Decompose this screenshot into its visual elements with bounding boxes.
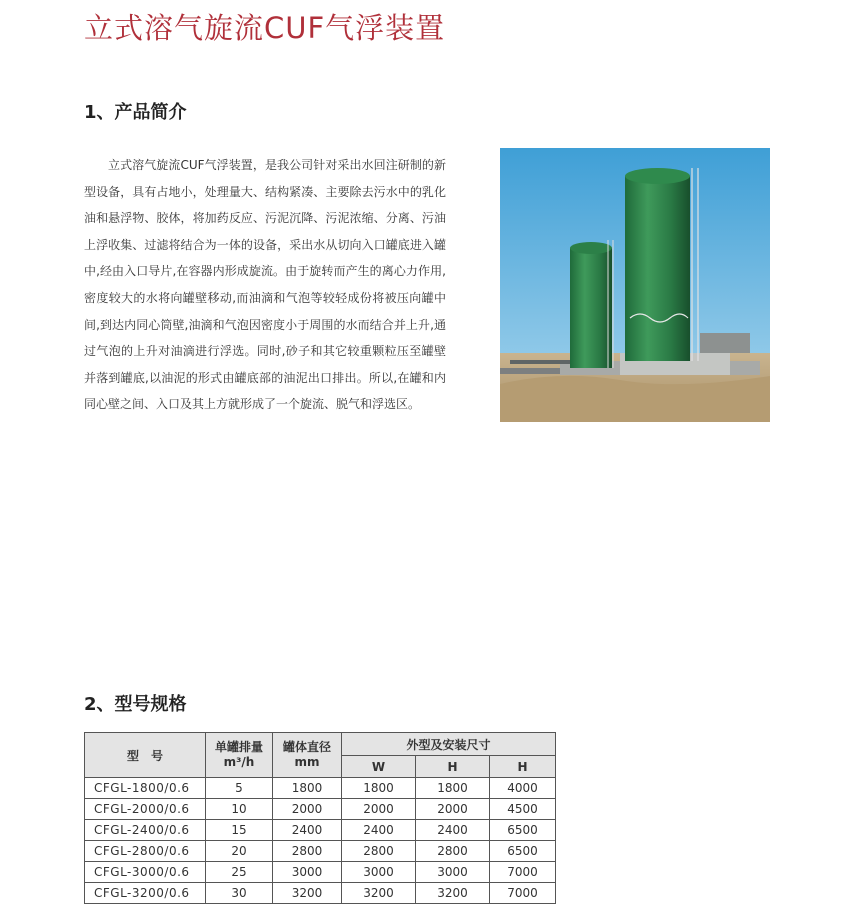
cell-w: 2400 (342, 820, 416, 841)
cell-w: 3000 (342, 862, 416, 883)
cell-h1: 2800 (416, 841, 490, 862)
table-row (85, 862, 556, 883)
header-capacity-label: 单罐排量 (214, 740, 263, 754)
large-tank (625, 168, 698, 361)
cell-h2: 4000 (490, 778, 556, 799)
cell-capacity: 5 (206, 778, 273, 799)
cell-h1: 2400 (416, 820, 490, 841)
header-w: W (342, 756, 416, 778)
cell-capacity: 15 (206, 820, 273, 841)
cell-diameter: 2000 (273, 799, 342, 820)
header-diameter-label: 罐体直径 (282, 740, 331, 754)
cell-h2: 7000 (490, 883, 556, 904)
cell-diameter: 3000 (273, 862, 342, 883)
table-row (85, 799, 556, 820)
specs-table (84, 732, 556, 904)
cell-h2: 4500 (490, 799, 556, 820)
cell-capacity: 10 (206, 799, 273, 820)
header-diameter (273, 733, 342, 778)
cell-h2: 6500 (490, 820, 556, 841)
cell-capacity: 25 (206, 862, 273, 883)
cell-w: 2000 (342, 799, 416, 820)
cell-model: CFGL-2800/0.6 (85, 841, 206, 862)
intro-paragraph: 立式溶气旋流CUF气浮装置，是我公司针对采出水回注研制的新型设备，具有占地小，处理量大、结构紧凑、主要除去污水中的乳化油和悬浮物、胶体，将加药反应、污泥沉降、污泥浓缩、分离、污油上浮收集、过滤将结合为一体的设备，采出水从切向入口罐底进入罐中,经由入口导片,在容器内形成旋流。由于旋转而产生的离心力作用,密度较大的水将向罐壁移动,而油滴和气泡等较轻成份将被压向罐中间,到达内同心筒壁,油滴和气泡因密度小于周围的水而结合并上升,通过气泡的上升对油滴进行浮选。同时,砂子和其它较重颗粒压至罐壁并落到罐底,以油泥的形式由罐底部的油泥出口排出。所以,在罐和内同心壁之间、入口及其上方就形成了一个旋流、脱气和浮选区。 (84, 158, 446, 412)
cell-model: CFGL-2000/0.6 (85, 799, 206, 820)
header-dimensions: 外型及安装尺寸 (342, 733, 556, 756)
cell-capacity: 30 (206, 883, 273, 904)
table-row (85, 841, 556, 862)
header-h1: H (416, 756, 490, 778)
section-heading-intro: 1、产品简介 (84, 102, 187, 123)
cell-model: CFGL-1800/0.6 (85, 778, 206, 799)
cell-model: CFGL-2400/0.6 (85, 820, 206, 841)
cell-diameter: 2400 (273, 820, 342, 841)
header-model: 型 号 (85, 733, 206, 778)
small-tank (570, 240, 613, 368)
table-row (85, 778, 556, 799)
cell-h1: 3200 (416, 883, 490, 904)
cell-w: 3200 (342, 883, 416, 904)
cell-diameter: 3200 (273, 883, 342, 904)
page-title: 立式溶气旋流CUF气浮装置 (84, 11, 446, 45)
header-capacity-unit: m³/h (223, 755, 255, 769)
equipment-photo (500, 148, 770, 422)
cell-diameter: 1800 (273, 778, 342, 799)
cell-capacity: 20 (206, 841, 273, 862)
table-row (85, 820, 556, 841)
header-capacity (206, 733, 273, 778)
cell-h2: 6500 (490, 841, 556, 862)
cell-model: CFGL-3200/0.6 (85, 883, 206, 904)
cell-h1: 3000 (416, 862, 490, 883)
cell-h1: 2000 (416, 799, 490, 820)
cell-w: 2800 (342, 841, 416, 862)
header-diameter-unit: mm (294, 755, 320, 769)
equipment-photo-drawing (500, 148, 770, 422)
section-heading-specs: 2、型号规格 (84, 694, 187, 715)
cell-h1: 1800 (416, 778, 490, 799)
header-h2: H (490, 756, 556, 778)
cell-w: 1800 (342, 778, 416, 799)
cell-diameter: 2800 (273, 841, 342, 862)
table-row (85, 883, 556, 904)
cell-model: CFGL-3000/0.6 (85, 862, 206, 883)
cell-h2: 7000 (490, 862, 556, 883)
